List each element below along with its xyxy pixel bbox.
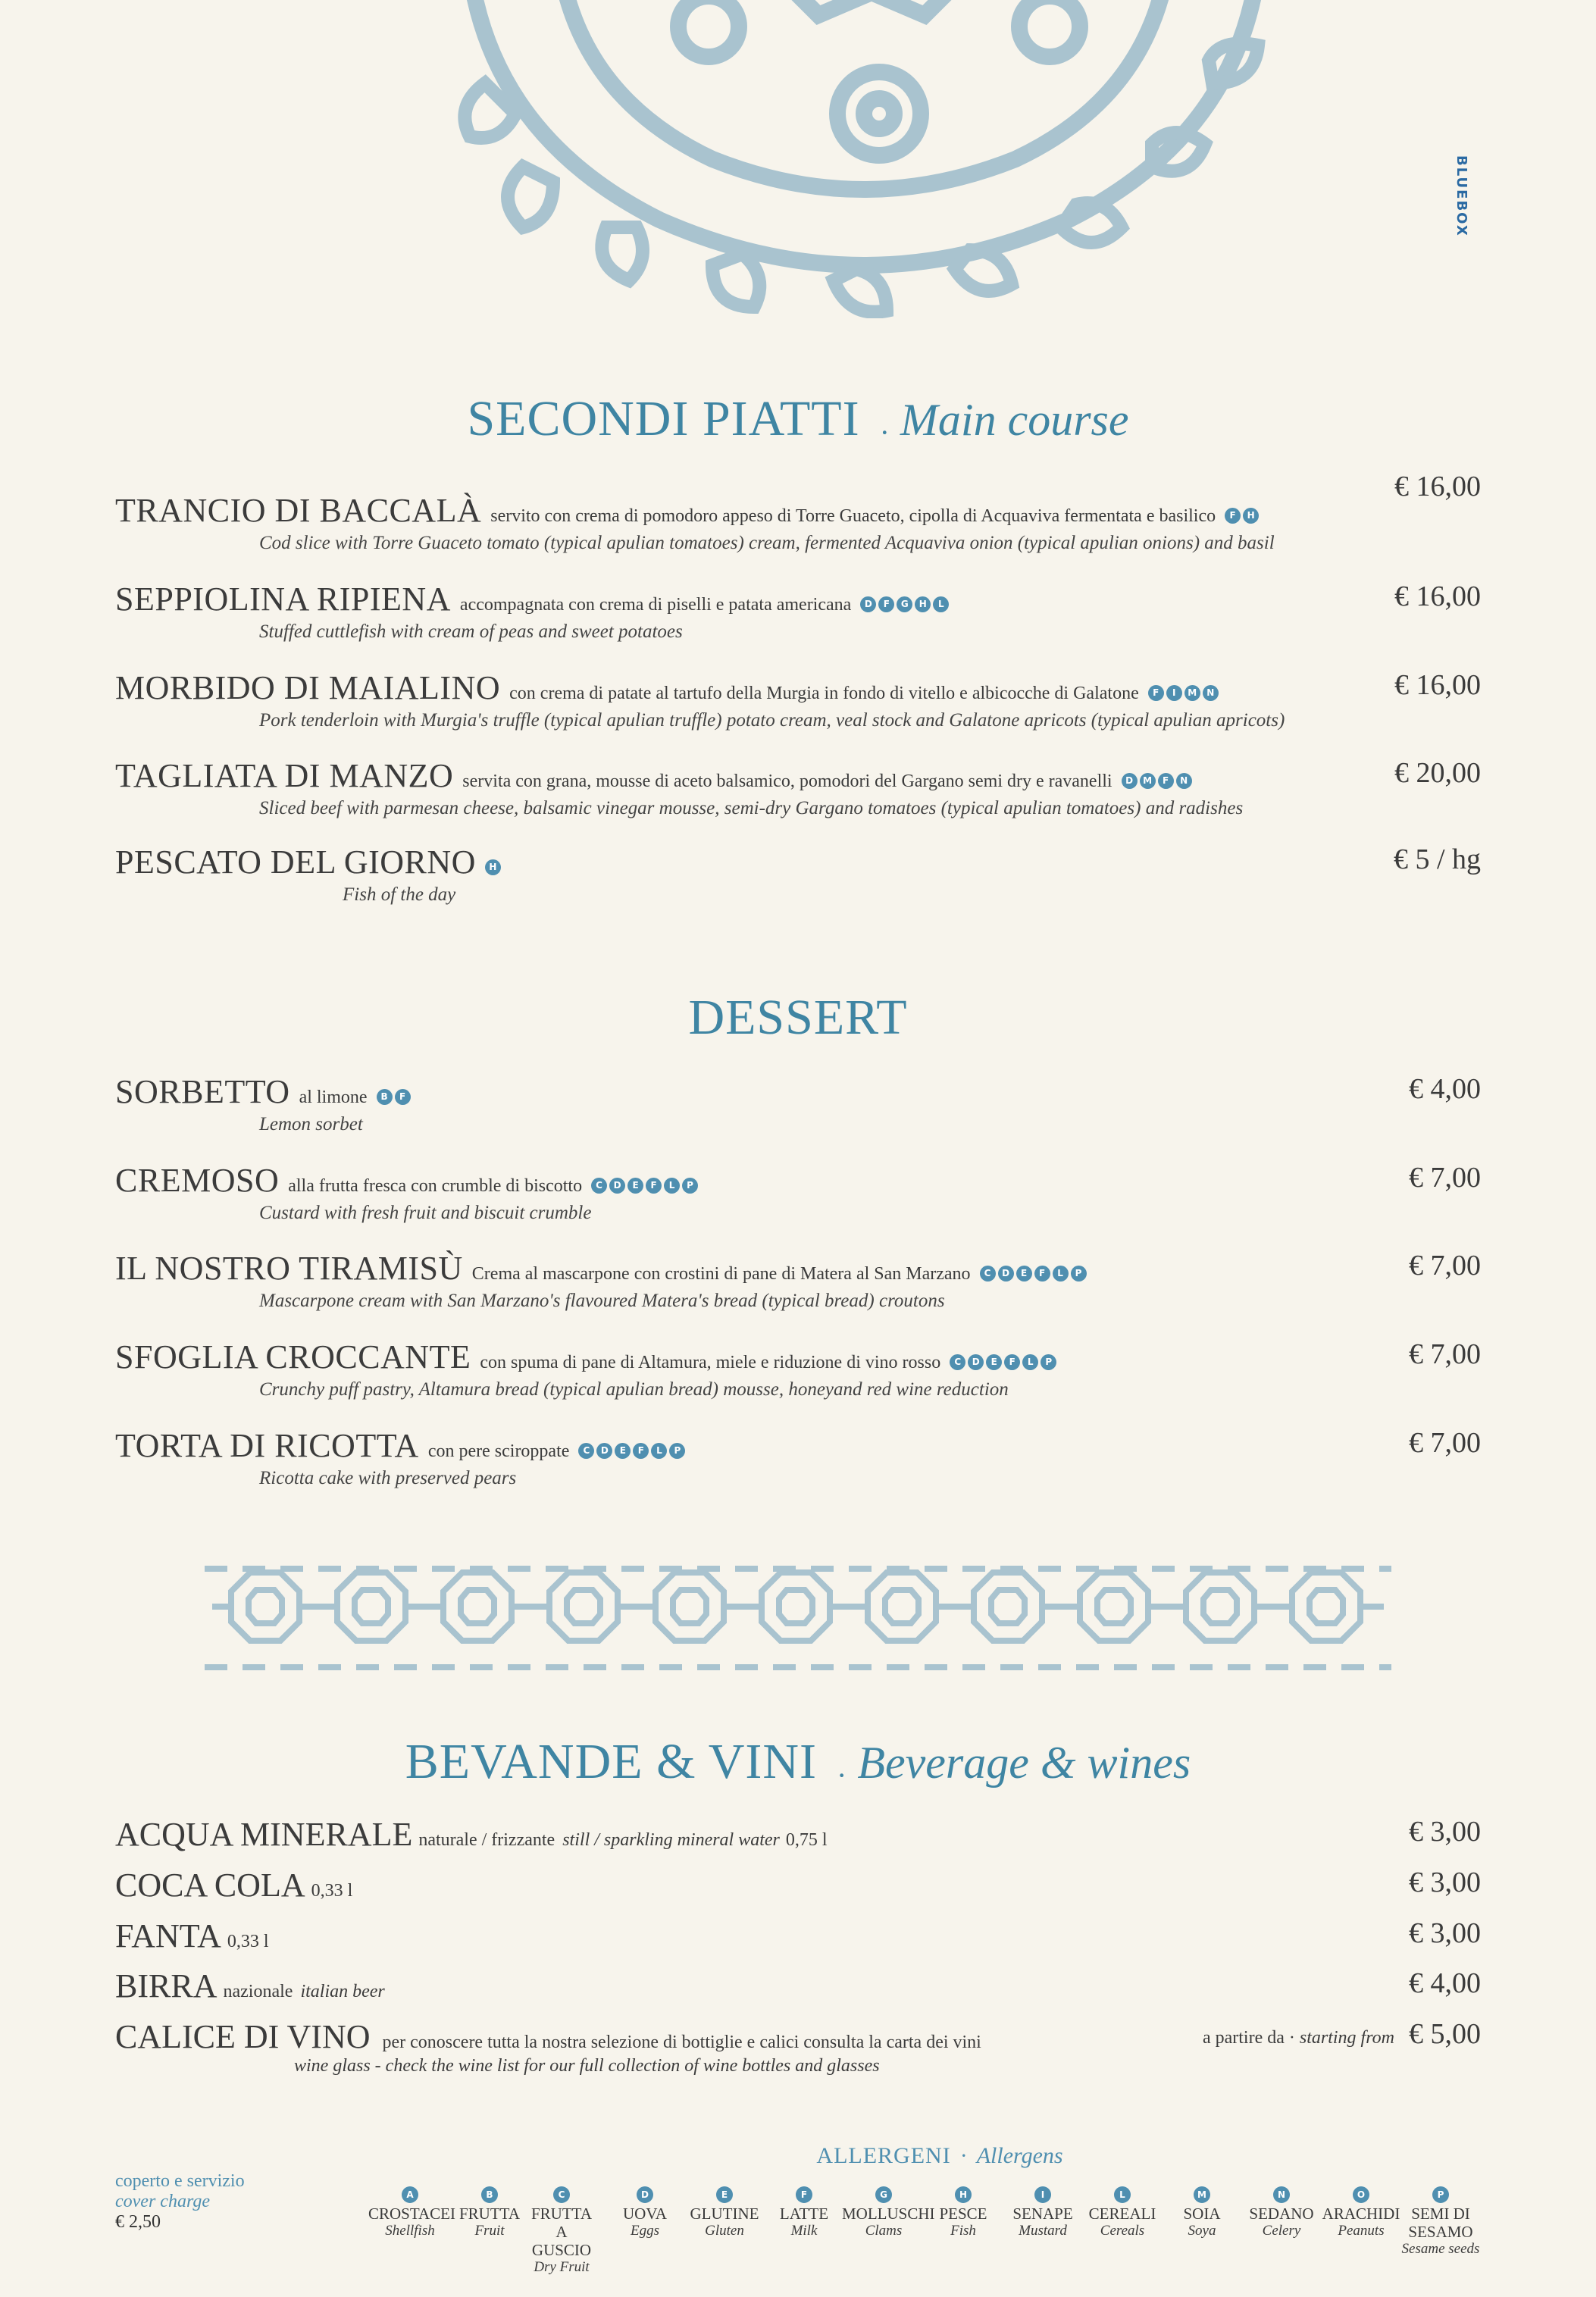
allergen-name-it: SENAPE [1012,2205,1073,2223]
allergen-badge: E [627,1178,643,1194]
menu-item [115,471,1481,554]
allergen-badge: P [669,1443,685,1459]
allergen-entry [527,2186,596,2276]
allergen-title-en: Allergens [976,2143,1063,2168]
item-price: € 7,00 [1409,1250,1481,1282]
item-english: Crunchy puff pastry, Altamura bread (typical apulian bread) mousse, honeyand red wine reduction [259,1379,1009,1400]
allergen-entry [603,2186,687,2239]
allergen-badge: I [1034,2186,1051,2203]
cover-label-it: coperto e servizio [115,2171,245,2191]
allergen-badges [377,1088,413,1105]
allergen-legend-title [758,2143,1122,2169]
allergen-entry [448,2186,531,2239]
allergen-badge: C [578,1443,594,1459]
item-name: BIRRA [115,1967,217,2004]
allergen-badge: E [716,2186,733,2203]
item-price: € 4,00 [1409,1967,1481,1999]
item-english: wine glass - check the wine list for our full collection of wine bottles and glasses [294,2056,880,2076]
allergen-badge: P [1432,2186,1449,2203]
item-description: per conoscere tutta la nostra selezione di bottiglie e calici consulta la carta dei vini [382,2033,981,2052]
item-price: € 4,00 [1409,1073,1481,1105]
allergen-badge: C [591,1178,607,1194]
item-name: PESCATO DEL GIORNO [115,843,476,881]
allergen-entry [368,2186,455,2239]
item-name: CALICE DI VINO [115,2018,371,2055]
allergen-badge: L [1022,1354,1038,1370]
item-price: € 16,00 [1394,581,1481,612]
allergen-badge: P [682,1178,698,1194]
allergen-badge: F [878,596,894,612]
cover-label-en: cover charge [115,2192,211,2211]
allergen-badge: F [1034,1266,1050,1282]
allergen-badge: F [395,1089,411,1105]
allergen-entry [1001,2186,1084,2239]
allergen-name-en: Eggs [631,2223,659,2239]
item-name: SEPPIOLINA RIPIENA [115,581,451,618]
section-title-main: DESSERT [688,990,908,1045]
allergen-entry [683,2186,766,2239]
allergen-entry [1319,2186,1403,2239]
allergen-badge: P [1041,1354,1056,1370]
item-description: nazionale [223,1982,293,2001]
allergen-name-en: Peanuts [1338,2223,1385,2239]
allergen-name-en: Shellfish [385,2223,435,2239]
item-description: con pere sciroppate [427,1441,570,1461]
item-description: Crema al mascarpone con crostini di pane di Matera al San Marzano [471,1264,971,1284]
allergen-name-en: Sesame seeds [1401,2241,1480,2257]
menu-item [115,1161,1481,1224]
allergen-badge: O [1353,2186,1369,2203]
allergen-badges [1122,772,1194,789]
title-separator: · [959,2143,968,2168]
allergen-badge: G [875,2186,892,2203]
allergen-badge: E [615,1443,631,1459]
allergen-badges [578,1442,687,1459]
item-price: € 3,00 [1409,1816,1481,1848]
item-description: con crema di patate al tartufo della Murgia in fondo di vitello e albicocche di Galatone [509,684,1139,703]
allergen-badge: B [377,1089,393,1105]
allergen-badge: N [1176,773,1192,789]
allergen-entry [1160,2186,1244,2239]
item-english: still / sparkling mineral water [562,1830,780,1850]
allergen-name-it: MOLLUSCHI [842,2205,935,2223]
title-separator: · [837,1757,847,1792]
cover-price: € 2,50 [115,2212,161,2232]
item-english: Fish of the day [343,884,456,905]
allergen-badge: D [860,596,876,612]
allergen-name-en: Fish [950,2223,976,2239]
item-english: Cod slice with Torre Guaceto tomato (typical apulian tomatoes) cream, fermented Acquaviva onion (typical apulian onions) and basil [259,533,1275,553]
allergen-name-en: Milk [790,2223,818,2239]
allergen-badge: F [1158,773,1174,789]
section-title-main: SECONDI PIATTI [467,391,860,446]
allergen-entry [1081,2186,1164,2239]
allergen-name-en: Gluten [705,2223,744,2239]
item-description: alla frutta fresca con crumble di biscotto [288,1176,583,1196]
allergen-name-it: SOIA [1183,2205,1221,2223]
allergen-name-it: FRUTTA A GUSCIO [531,2205,592,2259]
allergen-name-en: Cereals [1100,2223,1145,2239]
item-english: Custard with fresh fruit and biscuit crumble [259,1203,592,1223]
item-price: € 5,00 [1409,2018,1481,2050]
allergen-badge: H [955,2186,972,2203]
menu-item [115,668,1481,731]
menu-item [115,1338,1481,1400]
allergen-badge: H [1243,508,1259,524]
allergen-badge: F [796,2186,812,2203]
allergen-badge: L [664,1178,680,1194]
section-title-secondi [0,390,1596,450]
item-english: Lemon sorbet [259,1114,363,1134]
allergen-name-it: CROSTACEI [368,2205,455,2223]
allergen-badge: E [986,1354,1002,1370]
cover-charge [115,2171,245,2233]
allergen-name-it: LATTE [779,2205,829,2223]
menu-item [115,580,1481,643]
allergen-title-it: ALLERGENI [816,2143,951,2168]
item-english: Ricotta cake with preserved pears [259,1468,517,1488]
item-description: accompagnata con crema di piselli e patata americana [459,595,852,615]
allergen-badge: G [897,596,912,612]
allergen-badge: L [933,596,949,612]
allergen-name-en: Clams [865,2223,903,2239]
item-name: SORBETTO [115,1073,290,1110]
section-title-dessert [0,989,1596,1047]
allergen-badge: L [1114,2186,1131,2203]
item-description: al limone [299,1087,368,1107]
item-description: naturale / frizzante [418,1830,555,1850]
item-name: COCA COLA [115,1867,305,1904]
allergen-badge: N [1203,685,1219,701]
item-description: servita con grana, mousse di aceto balsamico, pomodori del Gargano semi dry e ravanelli [462,771,1113,791]
starting-from-en: starting from [1299,2028,1394,2048]
allergen-badge: F [646,1178,662,1194]
allergen-badges [860,596,951,612]
allergen-badge: A [402,2186,418,2203]
beverage-item [115,1967,1481,2005]
item-price: € 7,00 [1409,1162,1481,1194]
section-subtitle: Beverage & wines [857,1738,1191,1788]
item-name: ACQUA MINERALE [115,1816,413,1853]
allergen-badge: M [1184,685,1200,701]
allergen-name-it: CEREALI [1088,2205,1156,2223]
item-english: Mascarpone cream with San Marzano's flavoured Matera's bread (typical bread) croutons [259,1291,945,1311]
allergen-badge: B [481,2186,498,2203]
allergen-badge: C [980,1266,996,1282]
allergen-badge: P [1071,1266,1087,1282]
allergen-badge: C [553,2186,570,2203]
allergen-name-it: PESCE [939,2205,987,2223]
allergen-name-it: SEDANO [1249,2205,1314,2223]
allergen-badge: N [1273,2186,1290,2203]
section-subtitle: Main course [900,395,1129,445]
allergen-badge: M [1194,2186,1210,2203]
allergen-badge: L [1053,1266,1069,1282]
allergen-badge: E [1016,1266,1032,1282]
item-name: CREMOSO [115,1162,280,1199]
item-price: € 7,00 [1409,1338,1481,1370]
allergen-badge: F [1148,685,1164,701]
allergen-name-it: FRUTTA [459,2205,520,2223]
allergen-name-en: Soya [1188,2223,1216,2239]
item-price: € 3,00 [1409,1917,1481,1949]
starting-from-label [1203,2028,1394,2048]
item-price: € 7,00 [1409,1427,1481,1459]
allergen-name-it: ARACHIDI [1322,2205,1400,2223]
allergen-badges [485,859,503,875]
allergen-badge: L [651,1443,667,1459]
item-volume: 0,33 l [227,1932,269,1951]
item-price: € 16,00 [1394,669,1481,701]
allergen-name-it: SEMI DI SESAMO [1408,2205,1473,2241]
allergen-entry [1240,2186,1323,2239]
item-english: italian beer [300,1982,385,2001]
beverage-item [115,1815,1481,1854]
allergen-badge: D [609,1178,625,1194]
beverage-item [115,1917,1481,1955]
allergen-badge: H [485,859,501,875]
allergen-badge: I [1166,685,1182,701]
allergen-badges [950,1353,1059,1370]
item-description: servito con crema di pomodoro appeso di Torre Guaceto, cipolla di Acquaviva fermentata e basilico [490,506,1216,526]
allergen-entry [922,2186,1005,2239]
item-english: Stuffed cuttlefish with cream of peas and sweet potatoes [259,621,683,642]
menu-item [115,1426,1481,1489]
allergen-badge: F [633,1443,649,1459]
item-name: TRANCIO DI BACCALÀ [115,492,482,529]
allergen-name-it: GLUTINE [690,2205,759,2223]
item-name: SFOGLIA CROCCANTE [115,1338,471,1375]
allergen-badge: H [915,596,931,612]
allergen-badges [980,1265,1089,1282]
item-description: con spuma di pane di Altamura, miele e riduzione di vino rosso [480,1353,941,1372]
allergen-name-en: Celery [1262,2223,1301,2239]
allergen-badge: D [637,2186,653,2203]
menu-item [115,843,1481,906]
item-price-group [1203,2017,1481,2051]
tile-pattern-decoration [205,1561,1391,1675]
item-price: € 16,00 [1394,471,1481,502]
allergen-badge: F [1225,508,1241,524]
menu-item [115,1072,1481,1135]
allergen-badges [1225,507,1261,524]
item-english: Sliced beef with parmesan cheese, balsamic vinegar mousse, semi-dry Gargano tomatoes (typical apulian tomatoes) and radishes [259,798,1244,818]
allergen-name-en: Dry Fruit [534,2259,590,2275]
item-volume: 0,75 l [785,1830,828,1850]
item-volume: 0,33 l [311,1881,353,1901]
allergen-badge: D [998,1266,1014,1282]
item-name: IL NOSTRO TIRAMISÙ [115,1250,463,1287]
mandala-decoration [409,0,1319,318]
allergen-entry [762,2186,846,2239]
allergen-entry [842,2186,935,2239]
allergen-badge: C [950,1354,965,1370]
item-name: TORTA DI RICOTTA [115,1427,419,1464]
allergen-legend [368,2186,1497,2275]
allergen-badge: D [596,1443,612,1459]
allergen-badge: F [1004,1354,1020,1370]
item-price: € 3,00 [1409,1867,1481,1898]
item-english: Pork tenderloin with Murgia's truffle (typical apulian truffle) potato cream, veal stock and Galatone apricots (typical apulian apricots) [259,710,1285,731]
allergen-name-en: Fruit [474,2223,505,2239]
title-separator: · [879,415,890,449]
section-title-bevande [0,1733,1596,1793]
allergen-name-it: UOVA [623,2205,667,2223]
allergen-name-en: Mustard [1019,2223,1067,2239]
allergen-badges [591,1177,700,1194]
brand-logo: BLUEBOX [1454,155,1469,237]
starting-from-it: a partire da · [1202,2028,1295,2048]
section-title-main: BEVANDE & VINI [405,1734,818,1789]
menu-item [115,756,1481,819]
allergen-entry [1399,2186,1482,2258]
allergen-badge: M [1140,773,1156,789]
item-price: € 5 / hg [1393,843,1481,875]
item-name: MORBIDO DI MAIALINO [115,669,501,706]
allergen-badges [1148,684,1221,701]
item-price: € 20,00 [1394,757,1481,789]
beverage-item [115,1866,1481,1904]
allergen-badge: D [968,1354,984,1370]
allergen-badge: D [1122,773,1138,789]
menu-item [115,1249,1481,1312]
item-name: FANTA [115,1917,221,1954]
wine-item [115,2017,1481,2076]
item-name: TAGLIATA DI MANZO [115,757,454,794]
